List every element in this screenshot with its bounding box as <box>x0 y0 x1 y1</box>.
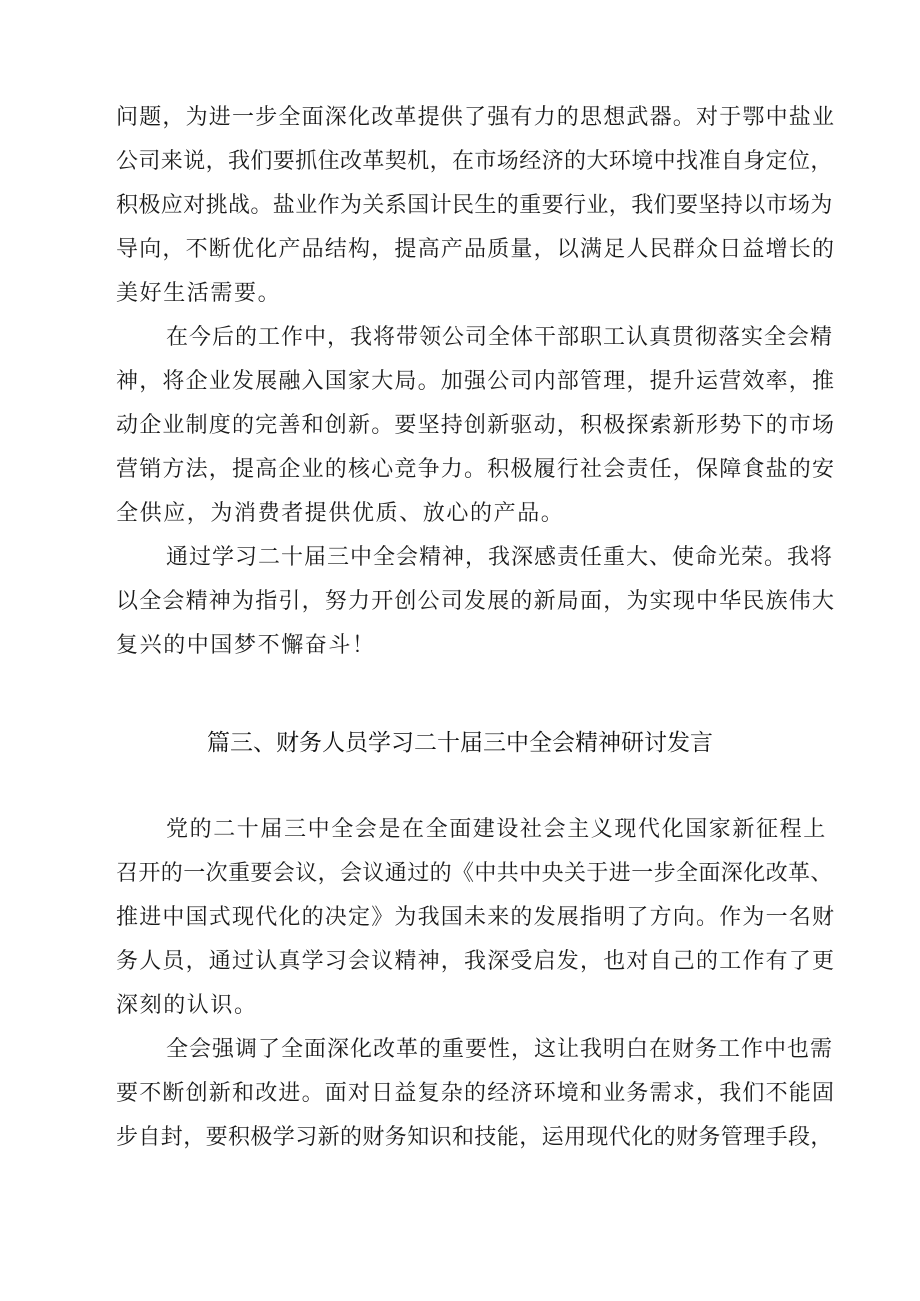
text-line: 党的二十届三中全会是在全面建设社会主义现代化国家新征程上 <box>166 817 827 842</box>
text-line: 导向，不断优化产品结构，提高产品质量，以满足人民群众日益增长的 <box>116 237 836 262</box>
text-line: 推进中国式现代化的决定》为我国未来的发展指明了方向。作为一名财 <box>116 905 836 930</box>
text-line: 深刻的认识。 <box>116 993 258 1018</box>
text-line: 营销方法，提高企业的核心竞争力。积极履行社会责任，保障食盐的安 <box>116 457 836 482</box>
text-line: 以全会精神为指引，努力开创公司发展的新局面，为实现中华民族伟大 <box>116 589 836 614</box>
text-line: 全供应，为消费者提供优质、放心的产品。 <box>116 501 565 526</box>
text-line: 通过学习二十届三中全会精神，我深感责任重大、使命光荣。我将 <box>166 545 834 570</box>
text-line: 积极应对挑战。盐业作为关系国计民生的重要行业，我们要坚持以市场为 <box>116 193 833 218</box>
text-line: 在今后的工作中，我将带领公司全体干部职工认真贯彻落实全会精 <box>166 325 834 350</box>
text-line: 全会强调了全面深化改革的重要性，这让我明白在财务工作中也需 <box>166 1037 834 1062</box>
text-line: 美好生活需要。 <box>116 281 282 306</box>
text-line: 步自封，要积极学习新的财务知识和技能，运用现代化的财务管理手段， <box>116 1125 833 1150</box>
text-line: 务人员，通过认真学习会议精神，我深受启发，也对自己的工作有了更 <box>116 949 836 974</box>
text-line: 复兴的中国梦不懈奋斗！ <box>116 633 376 658</box>
text-line: 要不断创新和改进。面对日益复杂的经济环境和业务需求，我们不能固 <box>116 1081 836 1106</box>
text-line: 问题，为进一步全面深化改革提供了强有力的思想武器。对于鄂中盐业 <box>116 105 836 130</box>
text-line: 公司来说，我们要抓住改革契机，在市场经济的大环境中找准自身定位， <box>116 149 833 174</box>
text-line: 动企业制度的完善和创新。要坚持创新驱动，积极探索新形势下的市场 <box>116 413 836 438</box>
section-heading: 篇三、财务人员学习二十届三中全会精神研讨发言 <box>207 730 713 756</box>
text-line: 召开的一次重要会议，会议通过的《中共中央关于进一步全面深化改革、 <box>116 861 833 886</box>
text-line: 神，将企业发展融入国家大局。加强公司内部管理，提升运营效率，推 <box>116 369 836 394</box>
